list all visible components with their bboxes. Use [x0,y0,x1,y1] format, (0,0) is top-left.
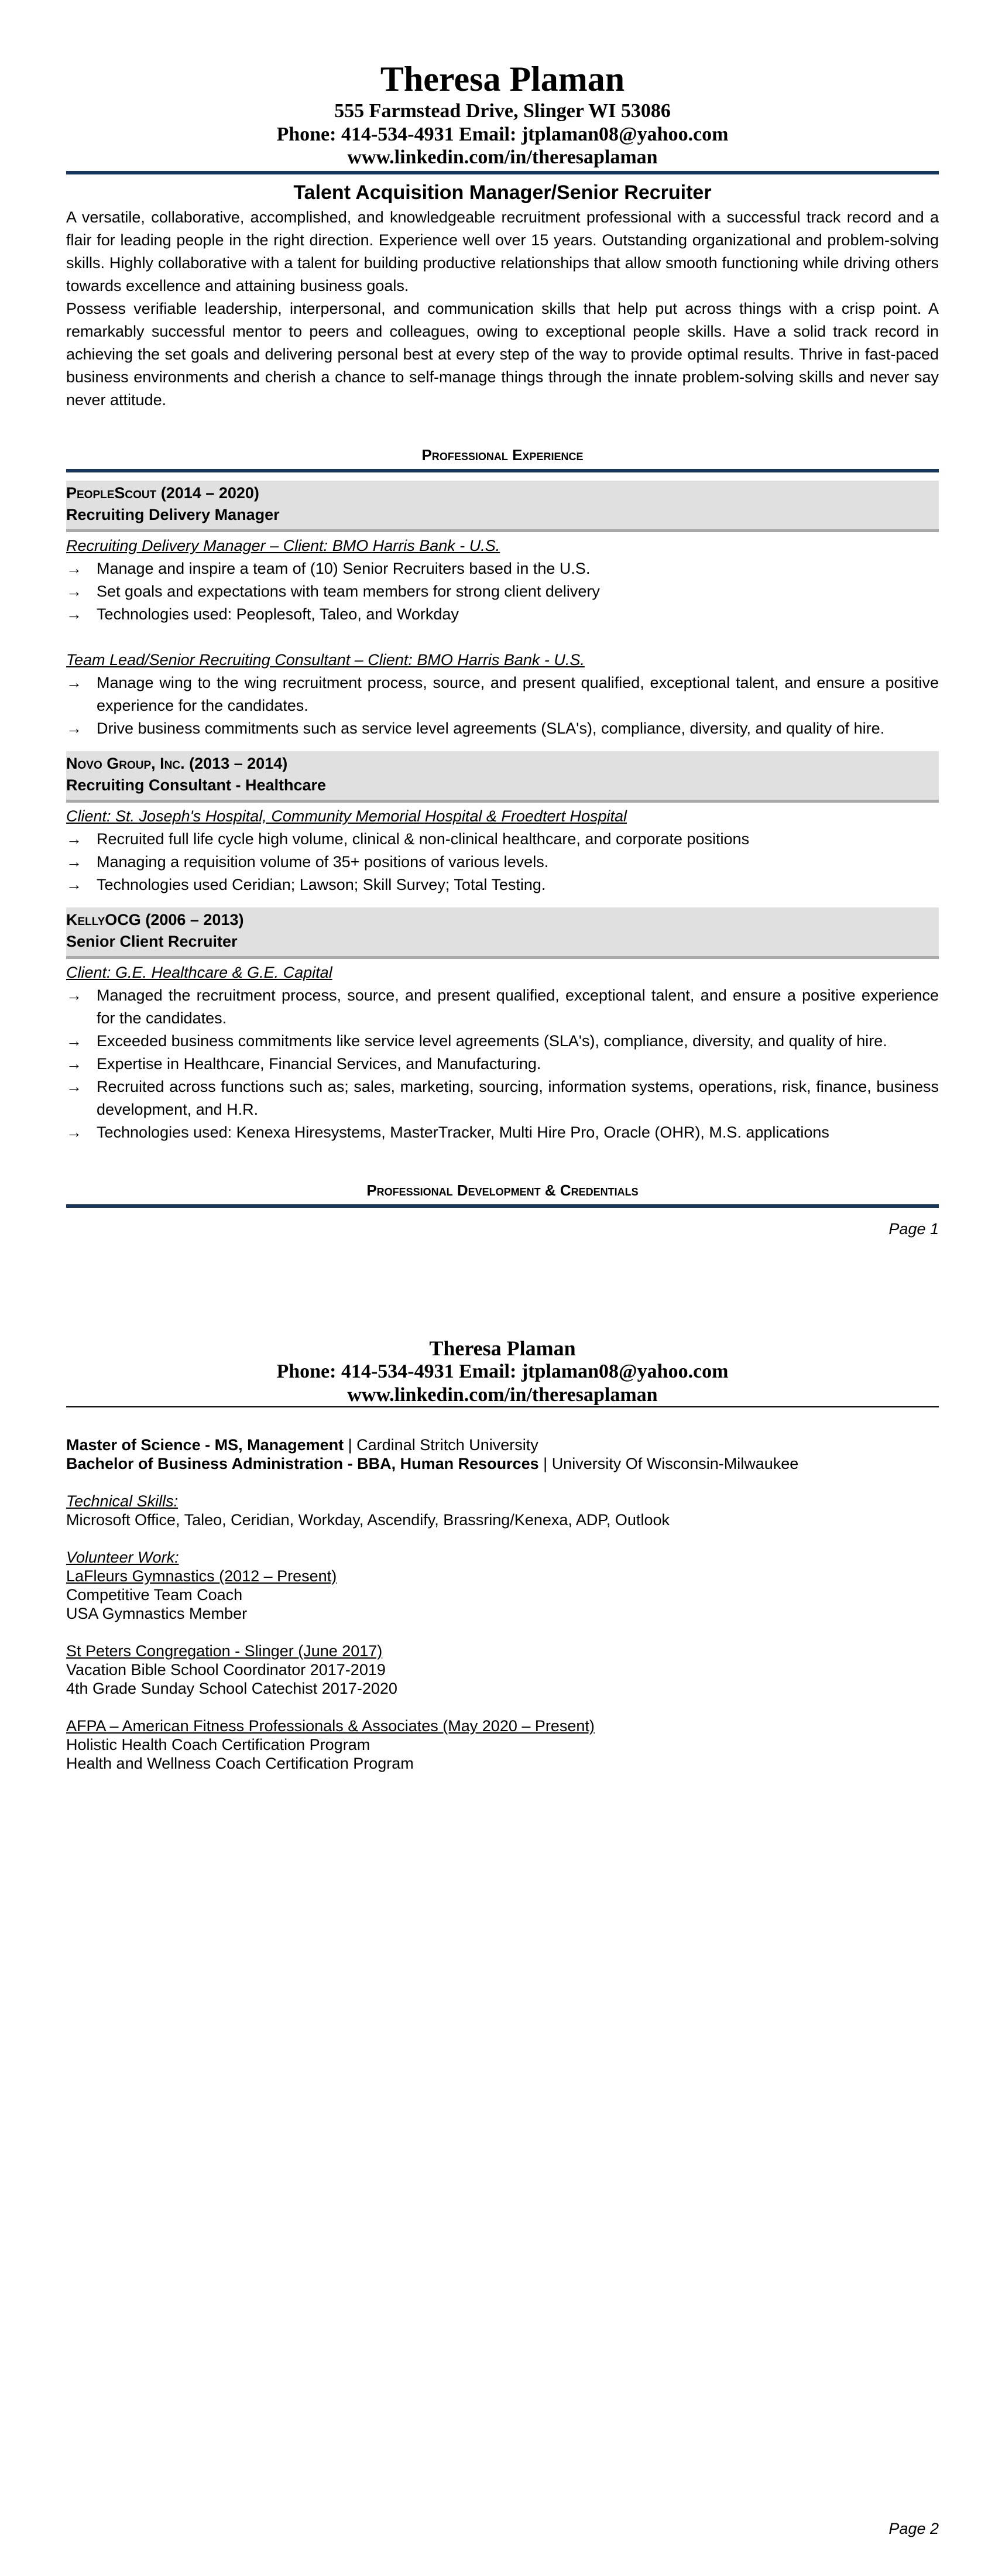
page1-header [66,59,939,169]
bullet-item: → Technologies used: Peoplesoft, Taleo, and Workday [66,603,939,626]
bullet-list [66,828,939,896]
job-years: (2014 – 2020) [160,484,259,502]
page-number: Page 2 [888,2520,939,2537]
bullet-item: → Managing a requisition volume of 35+ positions of various levels. [66,851,939,873]
bullet-item: → Manage wing to the wing recruitment process, source, and present qualified, exceptional talent, and ensure a positive experience for the candidates. [66,672,939,717]
skills-label: Technical Skills: [66,1492,179,1510]
education-item: Bachelor of Business Administration - BBA, Human Resources | University Of Wisconsin-Milwaukee [66,1455,799,1472]
phone-email: Phone: 414-534-4931 Email: jtplaman08@yahoo.com [276,1361,729,1382]
candidate-name: Theresa Plaman [429,1337,576,1360]
arrow-right-icon: → [66,720,82,737]
page-number: Page 1 [888,1220,939,1238]
section-heading-development: Professional Development & Credentials [366,1181,639,1199]
bullet-item: → Drive business commitments such as service level agreements (SLA's), compliance, diversity, and quality of hire. [66,717,939,740]
page1-body [66,181,939,1215]
arrow-right-icon: → [66,876,82,893]
skills-list: Microsoft Office, Taleo, Ceridian, Workday, Ascendify, Brassring/Kenexa, ADP, Outlook [66,1511,670,1529]
job-divider [66,956,939,959]
arrow-right-icon: → [66,1032,82,1050]
job-header [66,907,939,959]
bullet-item: → Set goals and expectations with team members for strong client delivery [66,580,939,603]
bullet-item: → Manage and inspire a team of (10) Senior Recruiters based in the U.S. [66,557,939,580]
bullet-list [66,984,939,1144]
job-header [66,751,939,803]
bullet-item: → Technologies used: Kenexa Hiresystems, MasterTracker, Multi Hire Pro, Oracle (OHR), M.S. applications [66,1121,939,1144]
role-subtitle: Client: St. Joseph's Hospital, Community Memorial Hospital & Froedtert Hospital [66,807,627,825]
arrow-right-icon: → [66,1078,82,1095]
role-subtitle: Client: G.E. Healthcare & G.E. Capital [66,964,332,981]
volunteer-role: Holistic Health Coach Certification Program [66,1736,370,1753]
arrow-right-icon: → [66,830,82,848]
volunteer-role: 4th Grade Sunday School Catechist 2017-2020 [66,1680,397,1697]
arrow-right-icon: → [66,583,82,600]
job-title: Senior Client Recruiter [66,933,238,950]
linkedin-link[interactable]: www.linkedin.com/in/theresaplaman [347,1383,658,1406]
address: 555 Farmstead Drive, Slinger WI 53086 [334,100,671,122]
job-title: Recruiting Consultant - Healthcare [66,776,327,794]
bullet-item: → Expertise in Healthcare, Financial Services, and Manufacturing. [66,1053,939,1075]
volunteer-org: AFPA – American Fitness Professionals & Associates (May 2020 – Present) [66,1717,595,1735]
bullet-item: → Technologies used Ceridian; Lawson; Skill Survey; Total Testing. [66,873,939,896]
volunteer-role: Vacation Bible School Coordinator 2017-2019 [66,1661,386,1678]
bullet-item: → Recruited full life cycle high volume, clinical & non-clinical healthcare, and corporate positions [66,828,939,851]
job-header [66,481,939,532]
volunteer-org: LaFleurs Gymnastics (2012 – Present) [66,1567,337,1585]
job-divider [66,529,939,532]
bullet-item: → Managed the recruitment process, source, and present qualified, exceptional talent, and ensure a positive experience for the candidates. [66,984,939,1030]
arrow-right-icon: → [66,853,82,871]
section-divider [66,469,939,472]
education-item: Master of Science - MS, Management | Cardinal Stritch University [66,1436,538,1454]
linkedin-link[interactable]: www.linkedin.com/in/theresaplaman [347,146,658,168]
bullet-item: → Exceeded business commitments like service level agreements (SLA's), compliance, diversity, and quality of hire. [66,1030,939,1053]
arrow-right-icon: → [66,1055,82,1073]
company-name: KellyOCG [66,911,141,929]
page2-body [66,1436,939,1773]
jobs-list [66,481,939,1144]
job-years: (2006 – 2013) [145,911,244,929]
section-heading-experience: Professional Experience [421,446,584,464]
phone-email: Phone: 414-534-4931 Email: jtplaman08@yahoo.com [276,123,729,145]
summary-paragraph: A versatile, collaborative, accomplished, and knowledgeable recruitment professional with a successful track record and a flair for leading people in the right direction. Experience well over 15 years. Outstanding organizational and problem-solving skills. Highly collaborative with a talent for building productive relationships that allow smooth functioning while driving others towards excellence and attaining business goals. [66,208,939,294]
role-subtitle: Team Lead/Senior Recruiting Consultant – Client: BMO Harris Bank - U.S. [66,651,585,669]
role-subtitle: Recruiting Delivery Manager – Client: BMO Harris Bank - U.S. [66,537,500,554]
arrow-right-icon: → [66,674,82,691]
arrow-right-icon: → [66,1123,82,1141]
arrow-right-icon: → [66,986,82,1004]
volunteer-role: Competitive Team Coach [66,1586,243,1604]
volunteer-role: USA Gymnastics Member [66,1605,248,1622]
job-divider [66,800,939,803]
section-divider [66,1204,939,1208]
volunteer-label: Volunteer Work: [66,1549,179,1566]
job-title: Recruiting Delivery Manager [66,506,280,523]
volunteer-role: Health and Wellness Coach Certification Program [66,1755,414,1772]
summary-paragraph: Possess verifiable leadership, interpersonal, and communication skills that help put across things with a crisp point. A remarkably successful mentor to peers and colleagues, owing to exceptional people skills. Have a solid track record in achieving the set goals and delivering personal best at every step of the way to provide optimal results. Thrive in fast-paced business environments and cherish a chance to self-manage things through the innate problem-solving skills and never say never attitude. [66,300,939,409]
job-years: (2013 – 2014) [189,755,288,772]
page2-header [66,1337,939,1406]
volunteer-list [66,1567,939,1773]
bullet-list [66,557,939,626]
arrow-right-icon: → [66,605,82,623]
header-divider [66,1406,939,1407]
candidate-name: Theresa Plaman [380,60,625,98]
arrow-right-icon: → [66,560,82,577]
company-name: PeopleScout [66,484,157,502]
bullet-list [66,672,939,740]
headline: Talent Acquisition Manager/Senior Recruiter [293,181,712,204]
bullet-item: → Recruited across functions such as; sales, marketing, sourcing, information systems, operations, risk, finance, business development, and H.R. [66,1075,939,1121]
header-divider [66,171,939,174]
volunteer-org: St Peters Congregation - Slinger (June 2017) [66,1642,383,1660]
company-name: Novo Group, Inc. [66,755,185,772]
